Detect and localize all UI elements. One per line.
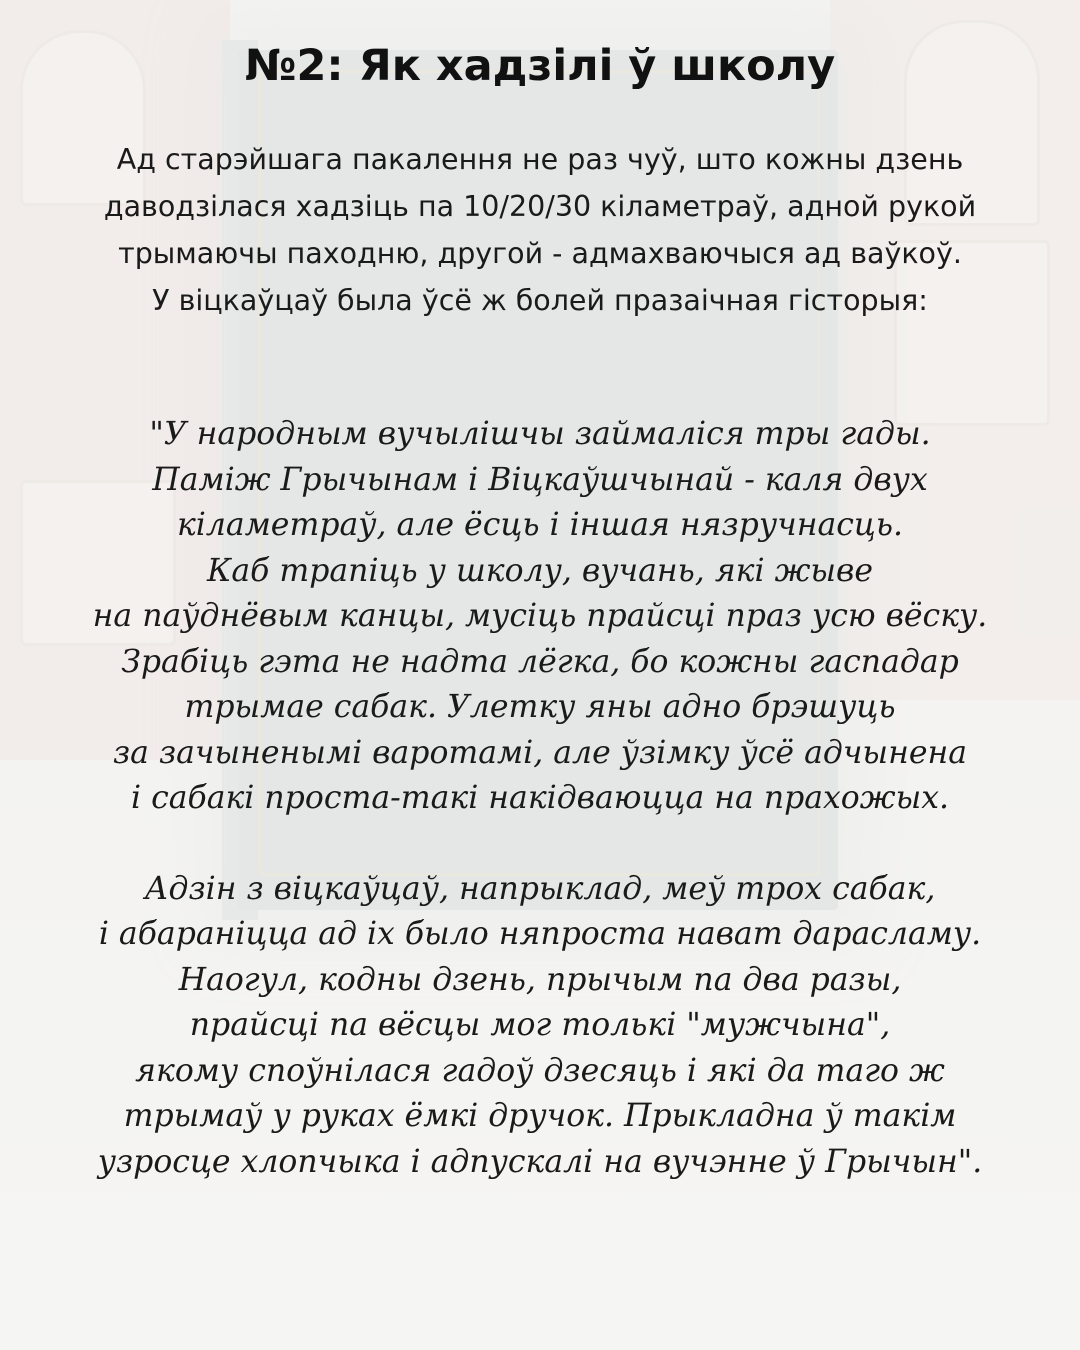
quote-line: Паміж Грычынам і Віцкаўшчынай - каля двух — [152, 461, 928, 498]
quote-line: Адзін з віцкаўцаў, напрыклад, меў трох сабак, — [144, 870, 936, 907]
quote-line: Зрабіць гэта не надта лёгка, бо кожны гаспадар — [121, 643, 959, 680]
quote-line: Каб трапіць у школу, вучань, які жыве — [206, 552, 874, 589]
intro-line: У віцкаўцаў была ўсё ж болей празаічная гісторыя: — [152, 284, 928, 317]
quote-line: кіламетраў, але ёсць і іншая нязручнасць. — [176, 507, 904, 543]
quote-paragraph-1 — [0, 412, 1080, 822]
quote-line: за зачыненымі варотамі, але ўзімку ўсё адчынена — [112, 734, 967, 771]
quote-paragraph-2 — [0, 867, 1080, 1186]
quote-line: якому споўнілася гадоў дзесяць і які да таго ж — [135, 1052, 945, 1089]
intro-line: трымаючы паходню, другой - адмахваючыся ад ваўкоў. — [118, 237, 962, 270]
intro-paragraph — [0, 136, 1080, 324]
quote-line: прайсці па вёсцы мог толькі "мужчына", — [189, 1007, 891, 1043]
quote-line: Наогул, кодны дзень, прычым па два разы, — [178, 961, 902, 998]
quote-line: узросце хлопчыка і адпускалі на вучэнне ў Грычын". — [97, 1143, 983, 1180]
quote-line: трымае сабак. Улетку яны адно брэшуць — [184, 689, 896, 725]
intro-line: даводзілася хадзіць па 10/20/30 кіламетраў, адной рукой — [103, 190, 977, 223]
intro-line: Ад старэйшага пакалення не раз чуў, што кожны дзень — [116, 143, 964, 176]
post-title: №2: Як хадзілі ў школу — [244, 41, 836, 91]
quote-line: "У народным вучылішчы займаліся тры гады. — [149, 416, 931, 452]
quote-line: і сабакі проста-такі накідваюцца на прахожых. — [130, 780, 950, 816]
quote-line: і абараніцца ад іх было няпроста нават дарасламу. — [98, 916, 982, 952]
quote-line: на паўднёвым канцы, мусіць прайсці праз усю вёску. — [92, 598, 988, 634]
quote-line: трымаў у руках ёмкі дручок. Прыкладна ў такім — [123, 1098, 957, 1134]
